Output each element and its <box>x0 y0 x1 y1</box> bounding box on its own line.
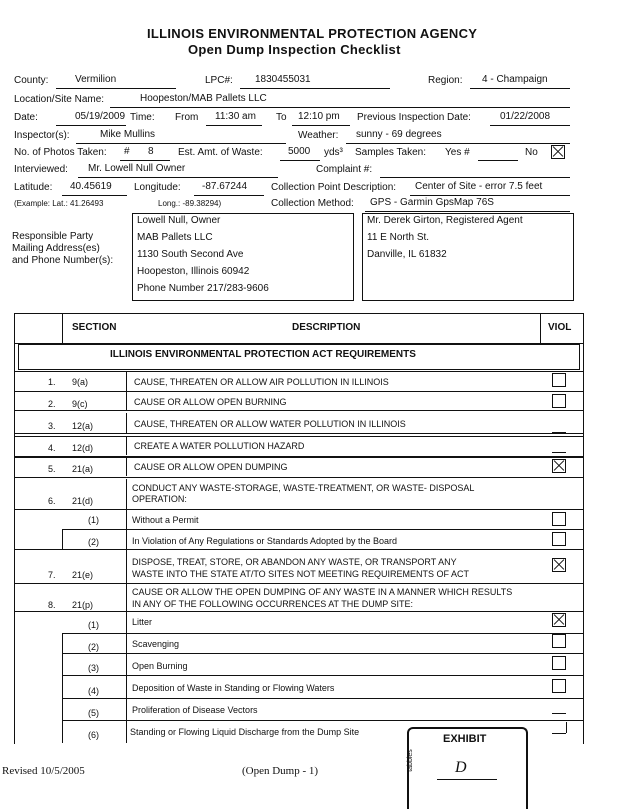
page-label: (Open Dump - 1) <box>242 765 319 777</box>
viol-checkbox[interactable] <box>552 656 566 670</box>
waste-label: Est. Amt. of Waste: <box>178 147 263 158</box>
exhibit-side-text: tabbles <box>406 749 414 772</box>
responsible-label-1: Responsible Party <box>12 231 94 242</box>
weather-value: sunny - 69 degrees <box>356 129 442 140</box>
viol-checkbox[interactable] <box>552 679 566 693</box>
responsible-label-2: Mailing Address(es) <box>12 243 100 254</box>
county-value: Vermilion <box>75 74 117 85</box>
collection-method-label: Collection Method: <box>271 198 354 209</box>
form-title: Open Dump Inspection Checklist <box>188 42 401 57</box>
row-section: 9(c) <box>72 399 88 409</box>
sub-num: (5) <box>88 708 99 718</box>
sub-num: (2) <box>88 642 99 652</box>
lpc-value: 1830455031 <box>255 74 311 85</box>
col-section: SECTION <box>72 322 117 333</box>
col-description: DESCRIPTION <box>292 322 361 333</box>
party1-line: Lowell Null, Owner <box>137 215 221 226</box>
to-label: To <box>276 112 287 123</box>
latitude-value: 40.45619 <box>70 181 112 192</box>
exhibit-sticker <box>407 727 528 809</box>
row-desc-line1: DISPOSE, TREAT, STORE, OR ABANDON ANY WASTE, OR TRANSPORT ANY <box>132 557 457 567</box>
row-section: 12(d) <box>72 443 94 453</box>
row-desc: CAUSE, THREATEN OR ALLOW WATER POLLUTION IN ILLINOIS <box>134 419 406 429</box>
table-banner: ILLINOIS ENVIRONMENTAL PROTECTION ACT REQUIREMENTS <box>110 349 416 360</box>
party2-line: Danville, IL 61832 <box>367 249 447 260</box>
row-num: 3. <box>48 421 56 431</box>
row-num: 1. <box>48 377 56 387</box>
from-label: From <box>175 112 199 123</box>
viol-checkbox[interactable] <box>552 394 566 408</box>
samples-label: Samples Taken: <box>355 147 426 158</box>
example-long: Long.: -89.38294) <box>158 199 222 208</box>
row-desc-line2: IN ANY OF THE FOLLOWING OCCURRENCES AT THE DUMP SITE: <box>132 599 414 609</box>
lpc-label: LPC#: <box>205 75 233 86</box>
prev-inspection-value: 01/22/2008 <box>500 111 551 122</box>
photos-hash: # <box>124 146 130 157</box>
row-desc: CAUSE, THREATEN OR ALLOW AIR POLLUTION IN ILLINOIS <box>134 377 389 387</box>
party1-line: Phone Number 217/283-9606 <box>137 283 269 294</box>
row-section: 12(a) <box>72 421 94 431</box>
row-num: 7. <box>48 570 56 580</box>
row-num: 2. <box>48 399 56 409</box>
agency-title: ILLINOIS ENVIRONMENTAL PROTECTION AGENCY <box>147 26 478 41</box>
row-num: 6. <box>48 496 56 506</box>
samples-yes: Yes # <box>445 147 470 158</box>
prev-inspection-label: Previous Inspection Date: <box>357 112 471 123</box>
collection-method-value: GPS - Garmin GpsMap 76S <box>370 197 494 208</box>
date-value: 05/19/2009 <box>75 111 126 122</box>
longitude-value: -87.67244 <box>202 181 248 192</box>
party1-line: 1130 South Second Ave <box>137 249 244 260</box>
party1-line: Hoopeston, Illinois 60942 <box>137 266 250 277</box>
interviewed-label: Interviewed: <box>14 164 68 175</box>
row-section: 21(a) <box>72 464 94 474</box>
sub-desc: Scavenging <box>132 639 180 649</box>
responsible-party-box-1 <box>132 213 354 301</box>
viol-checkbox[interactable] <box>552 459 566 473</box>
longitude-label: Longitude: <box>134 182 181 193</box>
row-desc-line2: OPERATION: <box>132 494 187 504</box>
viol-checkbox[interactable] <box>552 634 566 648</box>
location-value: Hoopeston/MAB Pallets LLC <box>140 93 267 104</box>
photos-label: No. of Photos Taken: <box>14 147 107 158</box>
row-section: 21(d) <box>72 496 94 506</box>
photos-value: 8 <box>148 146 154 157</box>
example-lat: (Example: Lat.: 41.26493 <box>14 199 104 208</box>
row-section: 9(a) <box>72 377 89 387</box>
waste-value: 5000 <box>288 146 311 157</box>
sub-desc: Standing or Flowing Liquid Discharge from the Dump Site <box>130 727 360 737</box>
row-section: 21(e) <box>72 570 94 580</box>
party1-line: MAB Pallets LLC <box>137 232 213 243</box>
sub-desc: Litter <box>132 617 153 627</box>
responsible-party-box-2 <box>362 213 574 301</box>
region-label: Region: <box>428 75 463 86</box>
sub-desc: Proliferation of Disease Vectors <box>132 705 258 715</box>
sub-num: (1) <box>88 515 99 525</box>
col-viol: VIOL <box>548 322 572 333</box>
party2-line: 11 E North St. <box>367 232 430 243</box>
sub-num: (3) <box>88 663 99 673</box>
row-num: 8. <box>48 600 56 610</box>
time-to-value: 12:10 pm <box>298 111 340 122</box>
party2-line: Mr. Derek Girton, Registered Agent <box>367 215 523 226</box>
location-label: Location/Site Name: <box>14 94 105 105</box>
sub-num: (4) <box>88 686 99 696</box>
county-label: County: <box>14 75 49 86</box>
collection-point-label: Collection Point Description: <box>271 182 397 193</box>
exhibit-label: EXHIBIT <box>443 733 487 745</box>
row-desc: CAUSE OR ALLOW OPEN DUMPING <box>134 462 288 472</box>
sub-desc: Without a Permit <box>132 515 199 525</box>
row-desc-line1: CONDUCT ANY WASTE-STORAGE, WASTE-TREATMENT, OR WASTE- DISPOSAL <box>132 483 475 493</box>
sub-desc: Open Burning <box>132 661 188 671</box>
inspectors-label: Inspector(s): <box>14 130 70 141</box>
sub-desc: Deposition of Waste in Standing or Flowing Waters <box>132 683 335 693</box>
time-label: Time: <box>130 112 155 123</box>
viol-checkbox[interactable] <box>552 532 566 546</box>
viol-checkbox[interactable] <box>552 558 566 572</box>
samples-no: No <box>525 147 538 158</box>
collection-point-value: Center of Site - error 7.5 feet <box>415 181 543 192</box>
viol-checkbox[interactable] <box>552 373 566 387</box>
row-desc: CREATE A WATER POLLUTION HAZARD <box>134 441 305 451</box>
inspectors-value: Mike Mullins <box>100 129 156 140</box>
sub-desc: In Violation of Any Regulations or Standards Adopted by the Board <box>132 536 398 546</box>
date-label: Date: <box>14 112 38 123</box>
samples-no-checkbox[interactable] <box>551 145 565 159</box>
weather-label: Weather: <box>298 130 339 141</box>
viol-checkbox[interactable] <box>552 512 566 526</box>
latitude-label: Latitude: <box>14 182 53 193</box>
region-value: 4 - Champaign <box>482 74 548 85</box>
row-desc-line1: CAUSE OR ALLOW THE OPEN DUMPING OF ANY WASTE IN A MANNER WHICH RESULTS <box>132 587 513 597</box>
sub-num: (2) <box>88 537 99 547</box>
exhibit-letter: D <box>455 759 467 776</box>
sub-num: (1) <box>88 620 99 630</box>
row-section: 21(p) <box>72 600 94 610</box>
revised-date: Revised 10/5/2005 <box>2 765 85 777</box>
complaint-label: Complaint #: <box>316 164 373 175</box>
row-desc: CAUSE OR ALLOW OPEN BURNING <box>134 397 287 407</box>
interviewed-value: Mr. Lowell Null Owner <box>88 163 186 174</box>
responsible-label-3: and Phone Number(s): <box>12 255 114 266</box>
waste-unit: yds³ <box>324 147 343 158</box>
time-from-value: 11:30 am <box>215 111 256 122</box>
row-num: 4. <box>48 443 56 453</box>
row-desc-line2: WASTE INTO THE STATE AT/TO SITES NOT MEETING REQUIREMENTS OF ACT <box>132 569 470 579</box>
row-num: 5. <box>48 464 56 474</box>
viol-checkbox[interactable] <box>552 613 566 627</box>
sub-num: (6) <box>88 730 99 740</box>
